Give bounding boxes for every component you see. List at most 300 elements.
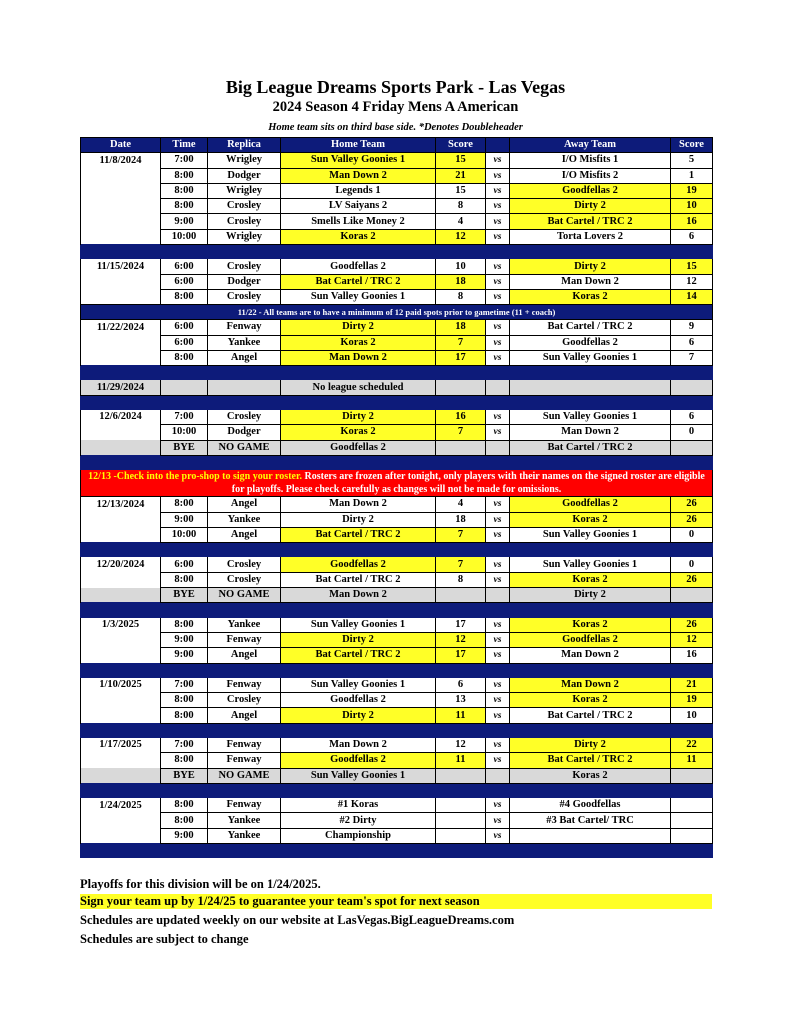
date-cell (81, 527, 161, 542)
date-cell: 11/8/2024 (81, 153, 161, 168)
date-cell (81, 335, 161, 350)
away-score-cell (671, 798, 713, 813)
home-score-cell (436, 440, 486, 455)
away-team-cell: Sun Valley Goonies 1 (510, 557, 671, 572)
replica-cell: Crosley (208, 572, 281, 587)
time-cell: BYE (161, 440, 208, 455)
replica-cell: Crosley (208, 214, 281, 229)
game-row (81, 708, 713, 723)
away-score-cell: 6 (671, 229, 713, 244)
away-team-cell: Sun Valley Goonies 1 (510, 350, 671, 365)
vs-cell: vs (486, 617, 510, 632)
game-row (81, 497, 713, 512)
away-team-cell: Goodfellas 2 (510, 497, 671, 512)
away-team-cell: Sun Valley Goonies 1 (510, 527, 671, 542)
away-score-cell: 26 (671, 512, 713, 527)
replica-cell: Dodger (208, 168, 281, 183)
time-cell: 8:00 (161, 617, 208, 632)
replica-cell: Crosley (208, 557, 281, 572)
vs-cell: vs (486, 335, 510, 350)
date-cell (81, 708, 161, 723)
game-row (81, 572, 713, 587)
home-team-cell: Goodfellas 2 (281, 693, 436, 708)
home-team-cell: Dirty 2 (281, 632, 436, 647)
vs-cell: vs (486, 289, 510, 304)
date-cell (81, 632, 161, 647)
away-score-cell (671, 380, 713, 395)
away-score-cell: 10 (671, 708, 713, 723)
replica-cell: Wrigley (208, 153, 281, 168)
home-team-cell: LV Saiyans 2 (281, 199, 436, 214)
time-cell: 7:00 (161, 677, 208, 692)
separator-cell (81, 455, 713, 469)
game-row (81, 410, 713, 425)
away-team-cell: I/O Misfits 1 (510, 153, 671, 168)
vs-cell (486, 380, 510, 395)
home-team-cell: Dirty 2 (281, 708, 436, 723)
away-team-cell: Koras 2 (510, 289, 671, 304)
vs-cell: vs (486, 798, 510, 813)
away-team-cell: Torta Lovers 2 (510, 229, 671, 244)
time-cell: 8:00 (161, 693, 208, 708)
away-score-cell: 14 (671, 289, 713, 304)
footer-playoffs: Playoffs for this division will be on 1/24/2025. (80, 877, 321, 891)
home-score-cell: 21 (436, 168, 486, 183)
vs-cell (486, 768, 510, 783)
home-score-cell: 11 (436, 753, 486, 768)
date-cell: 1/10/2025 (81, 677, 161, 692)
week-separator (81, 455, 713, 469)
time-cell: 8:00 (161, 168, 208, 183)
home-team-cell: Bat Cartel / TRC 2 (281, 274, 436, 289)
away-score-cell: 26 (671, 572, 713, 587)
replica-cell: Crosley (208, 259, 281, 274)
date-cell (81, 168, 161, 183)
time-cell: 10:00 (161, 229, 208, 244)
home-score-cell: 8 (436, 199, 486, 214)
replica-cell: Dodger (208, 425, 281, 440)
vs-cell: vs (486, 708, 510, 723)
home-team-cell: Dirty 2 (281, 512, 436, 527)
home-score-cell (436, 588, 486, 603)
vs-cell: vs (486, 259, 510, 274)
vs-cell: vs (486, 677, 510, 692)
time-cell: 8:00 (161, 289, 208, 304)
replica-cell: Fenway (208, 677, 281, 692)
page-subtitle: 2024 Season 4 Friday Mens A American (272, 99, 519, 115)
home-team-cell: Legends 1 (281, 183, 436, 198)
time-cell: 6:00 (161, 320, 208, 335)
home-score-cell: 12 (436, 737, 486, 752)
away-score-cell: 26 (671, 497, 713, 512)
vs-cell: vs (486, 572, 510, 587)
away-score-cell: 0 (671, 425, 713, 440)
replica-cell: NO GAME (208, 588, 281, 603)
time-cell: 8:00 (161, 753, 208, 768)
col-header-away-team: Away Team (510, 138, 671, 153)
table-header-row (81, 138, 713, 153)
game-row (81, 289, 713, 304)
separator-cell (81, 245, 713, 259)
home-score-cell: 13 (436, 693, 486, 708)
away-team-cell: Goodfellas 2 (510, 632, 671, 647)
away-team-cell: Dirty 2 (510, 199, 671, 214)
week-separator (81, 245, 713, 259)
schedule-table (80, 137, 713, 858)
replica-cell: Angel (208, 708, 281, 723)
time-cell: 7:00 (161, 410, 208, 425)
replica-cell: Wrigley (208, 183, 281, 198)
away-team-cell: Goodfellas 2 (510, 335, 671, 350)
vs-cell: vs (486, 425, 510, 440)
away-team-cell: Sun Valley Goonies 1 (510, 410, 671, 425)
replica-cell: Angel (208, 527, 281, 542)
replica-cell: Wrigley (208, 229, 281, 244)
home-team-cell: Sun Valley Goonies 1 (281, 617, 436, 632)
time-cell: 6:00 (161, 335, 208, 350)
date-cell (81, 183, 161, 198)
time-cell: 9:00 (161, 828, 208, 843)
home-team-cell: #1 Koras (281, 798, 436, 813)
home-team-cell: Bat Cartel / TRC 2 (281, 648, 436, 663)
vs-cell: vs (486, 410, 510, 425)
date-cell (81, 512, 161, 527)
away-score-cell (671, 813, 713, 828)
game-row (81, 753, 713, 768)
home-score-cell: 17 (436, 648, 486, 663)
game-row (81, 648, 713, 663)
separator-cell (81, 663, 713, 677)
replica-cell: Fenway (208, 798, 281, 813)
replica-cell: Crosley (208, 289, 281, 304)
game-row (81, 214, 713, 229)
away-score-cell (671, 440, 713, 455)
away-score-cell: 19 (671, 183, 713, 198)
game-row (81, 183, 713, 198)
separator-cell (81, 395, 713, 409)
vs-cell: vs (486, 693, 510, 708)
replica-cell: NO GAME (208, 440, 281, 455)
date-cell (81, 693, 161, 708)
roster-alert-text: Rosters are frozen after tonight, only players with their names on the signed roster are eligible for playoffs. Please check carefully as changes will not be made for omissions. (231, 471, 705, 496)
time-cell: 8:00 (161, 798, 208, 813)
replica-cell: Angel (208, 648, 281, 663)
col-header-date: Date (81, 138, 161, 153)
col-header-vs (486, 138, 510, 153)
home-score-cell: 15 (436, 183, 486, 198)
away-score-cell: 7 (671, 350, 713, 365)
away-team-cell: Dirty 2 (510, 259, 671, 274)
game-row (81, 229, 713, 244)
replica-cell: Dodger (208, 274, 281, 289)
time-cell: 6:00 (161, 259, 208, 274)
vs-cell: vs (486, 737, 510, 752)
game-row (81, 813, 713, 828)
away-team-cell: #3 Bat Cartel/ TRC (510, 813, 671, 828)
home-team-cell: Koras 2 (281, 335, 436, 350)
away-score-cell: 5 (671, 153, 713, 168)
date-cell (81, 425, 161, 440)
week-separator (81, 663, 713, 677)
away-team-cell: Dirty 2 (510, 588, 671, 603)
replica-cell: Fenway (208, 632, 281, 647)
col-header-time: Time (161, 138, 208, 153)
game-row (81, 425, 713, 440)
home-score-cell: 12 (436, 229, 486, 244)
home-team-cell: Goodfellas 2 (281, 557, 436, 572)
bye-row (81, 768, 713, 783)
away-team-cell: Bat Cartel / TRC 2 (510, 440, 671, 455)
time-cell: 8:00 (161, 199, 208, 214)
week-separator (81, 603, 713, 617)
separator-cell (81, 366, 713, 380)
away-team-cell: Bat Cartel / TRC 2 (510, 320, 671, 335)
home-team-cell: Man Down 2 (281, 737, 436, 752)
time-cell: 10:00 (161, 425, 208, 440)
away-score-cell: 21 (671, 677, 713, 692)
vs-cell: vs (486, 828, 510, 843)
time-cell: 10:00 (161, 527, 208, 542)
away-team-cell (510, 380, 671, 395)
home-team-cell: Goodfellas 2 (281, 753, 436, 768)
date-cell: 12/6/2024 (81, 410, 161, 425)
vs-cell: vs (486, 153, 510, 168)
away-score-cell: 16 (671, 648, 713, 663)
away-score-cell (671, 588, 713, 603)
footer-signup: Sign your team up by 1/24/25 to guarantee your team's spot for next season (80, 894, 712, 909)
game-row (81, 168, 713, 183)
away-team-cell: Bat Cartel / TRC 2 (510, 708, 671, 723)
home-team-cell: Smells Like Money 2 (281, 214, 436, 229)
away-team-cell: Man Down 2 (510, 648, 671, 663)
home-team-cell: Dirty 2 (281, 410, 436, 425)
game-row (81, 632, 713, 647)
home-team-cell: #2 Dirty (281, 813, 436, 828)
replica-cell: Yankee (208, 335, 281, 350)
date-cell (81, 229, 161, 244)
game-row (81, 335, 713, 350)
vs-cell: vs (486, 557, 510, 572)
no-game-text: No league scheduled (281, 380, 436, 395)
date-cell (81, 440, 161, 455)
replica-cell (208, 380, 281, 395)
roster-alert-lead: 12/13 -Check into the pro-shop to sign your roster. (88, 471, 302, 483)
home-score-cell (436, 380, 486, 395)
game-row (81, 512, 713, 527)
vs-cell: vs (486, 183, 510, 198)
game-row (81, 259, 713, 274)
date-cell: 11/15/2024 (81, 259, 161, 274)
replica-cell: Fenway (208, 737, 281, 752)
time-cell: 8:00 (161, 708, 208, 723)
home-score-cell: 8 (436, 289, 486, 304)
home-team-cell: Goodfellas 2 (281, 259, 436, 274)
vs-cell: vs (486, 350, 510, 365)
time-cell: BYE (161, 768, 208, 783)
home-team-cell: Goodfellas 2 (281, 440, 436, 455)
time-cell: 8:00 (161, 813, 208, 828)
away-score-cell: 22 (671, 737, 713, 752)
away-score-cell (671, 768, 713, 783)
game-row (81, 617, 713, 632)
away-team-cell: I/O Misfits 2 (510, 168, 671, 183)
date-cell (81, 753, 161, 768)
game-row (81, 199, 713, 214)
home-team-cell: Man Down 2 (281, 168, 436, 183)
home-team-cell: Sun Valley Goonies 1 (281, 768, 436, 783)
home-score-cell: 7 (436, 425, 486, 440)
home-team-cell: Dirty 2 (281, 320, 436, 335)
time-cell: 7:00 (161, 153, 208, 168)
away-score-cell: 0 (671, 557, 713, 572)
col-header-away-score: Score (671, 138, 713, 153)
away-team-cell (510, 828, 671, 843)
game-row (81, 527, 713, 542)
schedule-body (81, 153, 713, 858)
replica-cell: Yankee (208, 828, 281, 843)
home-score-cell: 7 (436, 557, 486, 572)
home-score-cell: 6 (436, 677, 486, 692)
home-team-cell: Sun Valley Goonies 1 (281, 289, 436, 304)
separator-cell (81, 543, 713, 557)
home-score-cell: 16 (436, 410, 486, 425)
page-title: Big League Dreams Sports Park - Las Vegas (225, 77, 566, 97)
away-team-cell: Dirty 2 (510, 737, 671, 752)
home-team-cell: Koras 2 (281, 229, 436, 244)
footer-website: Schedules are updated weekly on our website at LasVegas.BigLeagueDreams.com (80, 913, 515, 927)
away-score-cell: 6 (671, 335, 713, 350)
bye-row (81, 588, 713, 603)
replica-cell: Crosley (208, 410, 281, 425)
home-score-cell: 4 (436, 497, 486, 512)
away-team-cell: #4 Goodfellas (510, 798, 671, 813)
date-cell: 11/29/2024 (81, 380, 161, 395)
away-team-cell: Man Down 2 (510, 274, 671, 289)
time-cell: 8:00 (161, 497, 208, 512)
replica-cell: Yankee (208, 512, 281, 527)
time-cell: 9:00 (161, 648, 208, 663)
vs-cell: vs (486, 648, 510, 663)
col-header-home-team: Home Team (281, 138, 436, 153)
game-row (81, 350, 713, 365)
time-cell: 9:00 (161, 214, 208, 229)
home-score-cell: 7 (436, 527, 486, 542)
time-cell (161, 380, 208, 395)
separator-cell (81, 603, 713, 617)
date-cell (81, 813, 161, 828)
no-game-row (81, 380, 713, 395)
away-team-cell: Koras 2 (510, 693, 671, 708)
vs-cell: vs (486, 168, 510, 183)
vs-cell: vs (486, 214, 510, 229)
separator-cell (81, 844, 713, 858)
away-score-cell: 1 (671, 168, 713, 183)
roster-alert (81, 470, 713, 497)
home-score-cell: 7 (436, 335, 486, 350)
away-team-cell: Man Down 2 (510, 425, 671, 440)
week-separator (81, 543, 713, 557)
home-team-cell: Sun Valley Goonies 1 (281, 677, 436, 692)
away-team-cell: Koras 2 (510, 512, 671, 527)
home-score-cell (436, 768, 486, 783)
vs-cell: vs (486, 497, 510, 512)
time-cell: BYE (161, 588, 208, 603)
date-cell (81, 572, 161, 587)
vs-cell: vs (486, 632, 510, 647)
time-cell: 6:00 (161, 274, 208, 289)
vs-cell: vs (486, 320, 510, 335)
time-cell: 7:00 (161, 737, 208, 752)
away-team-cell: Koras 2 (510, 572, 671, 587)
home-score-cell: 8 (436, 572, 486, 587)
date-cell: 12/20/2024 (81, 557, 161, 572)
away-score-cell: 10 (671, 199, 713, 214)
away-score-cell: 9 (671, 320, 713, 335)
home-score-cell: 18 (436, 512, 486, 527)
date-cell (81, 199, 161, 214)
home-team-cell: Koras 2 (281, 425, 436, 440)
replica-cell: Angel (208, 497, 281, 512)
vs-cell: vs (486, 274, 510, 289)
away-score-cell (671, 828, 713, 843)
home-team-cell: Bat Cartel / TRC 2 (281, 572, 436, 587)
week-separator (81, 783, 713, 797)
date-cell (81, 350, 161, 365)
replica-cell: Yankee (208, 813, 281, 828)
vs-cell (486, 440, 510, 455)
replica-cell: Yankee (208, 617, 281, 632)
away-score-cell: 12 (671, 632, 713, 647)
vs-cell: vs (486, 813, 510, 828)
week-separator (81, 395, 713, 409)
away-score-cell: 6 (671, 410, 713, 425)
home-team-cell: Man Down 2 (281, 497, 436, 512)
roster-alert-row (81, 470, 713, 497)
home-score-cell (436, 813, 486, 828)
footer-disclaimer: Schedules are subject to change (80, 932, 249, 946)
replica-cell: NO GAME (208, 768, 281, 783)
time-cell: 8:00 (161, 350, 208, 365)
time-cell: 8:00 (161, 183, 208, 198)
home-team-cell: Sun Valley Goonies 1 (281, 153, 436, 168)
time-cell: 9:00 (161, 632, 208, 647)
date-cell: 1/3/2025 (81, 617, 161, 632)
vs-cell: vs (486, 199, 510, 214)
home-score-cell: 11 (436, 708, 486, 723)
date-cell: 12/13/2024 (81, 497, 161, 512)
away-team-cell: Koras 2 (510, 768, 671, 783)
date-cell: 11/22/2024 (81, 320, 161, 335)
away-team-cell: Man Down 2 (510, 677, 671, 692)
home-team-cell: Man Down 2 (281, 350, 436, 365)
game-row (81, 693, 713, 708)
replica-cell: Fenway (208, 753, 281, 768)
date-cell (81, 214, 161, 229)
away-team-cell: Koras 2 (510, 617, 671, 632)
home-score-cell: 17 (436, 617, 486, 632)
away-team-cell: Bat Cartel / TRC 2 (510, 214, 671, 229)
away-score-cell: 0 (671, 527, 713, 542)
notice-text: 11/22 - All teams are to have a minimum of 12 paid spots prior to gametime (11 + coach) (81, 305, 713, 320)
away-score-cell: 16 (671, 214, 713, 229)
home-score-cell: 18 (436, 320, 486, 335)
replica-cell: Angel (208, 350, 281, 365)
vs-cell (486, 588, 510, 603)
date-cell (81, 274, 161, 289)
week-separator (81, 366, 713, 380)
away-score-cell: 26 (671, 617, 713, 632)
away-score-cell: 11 (671, 753, 713, 768)
